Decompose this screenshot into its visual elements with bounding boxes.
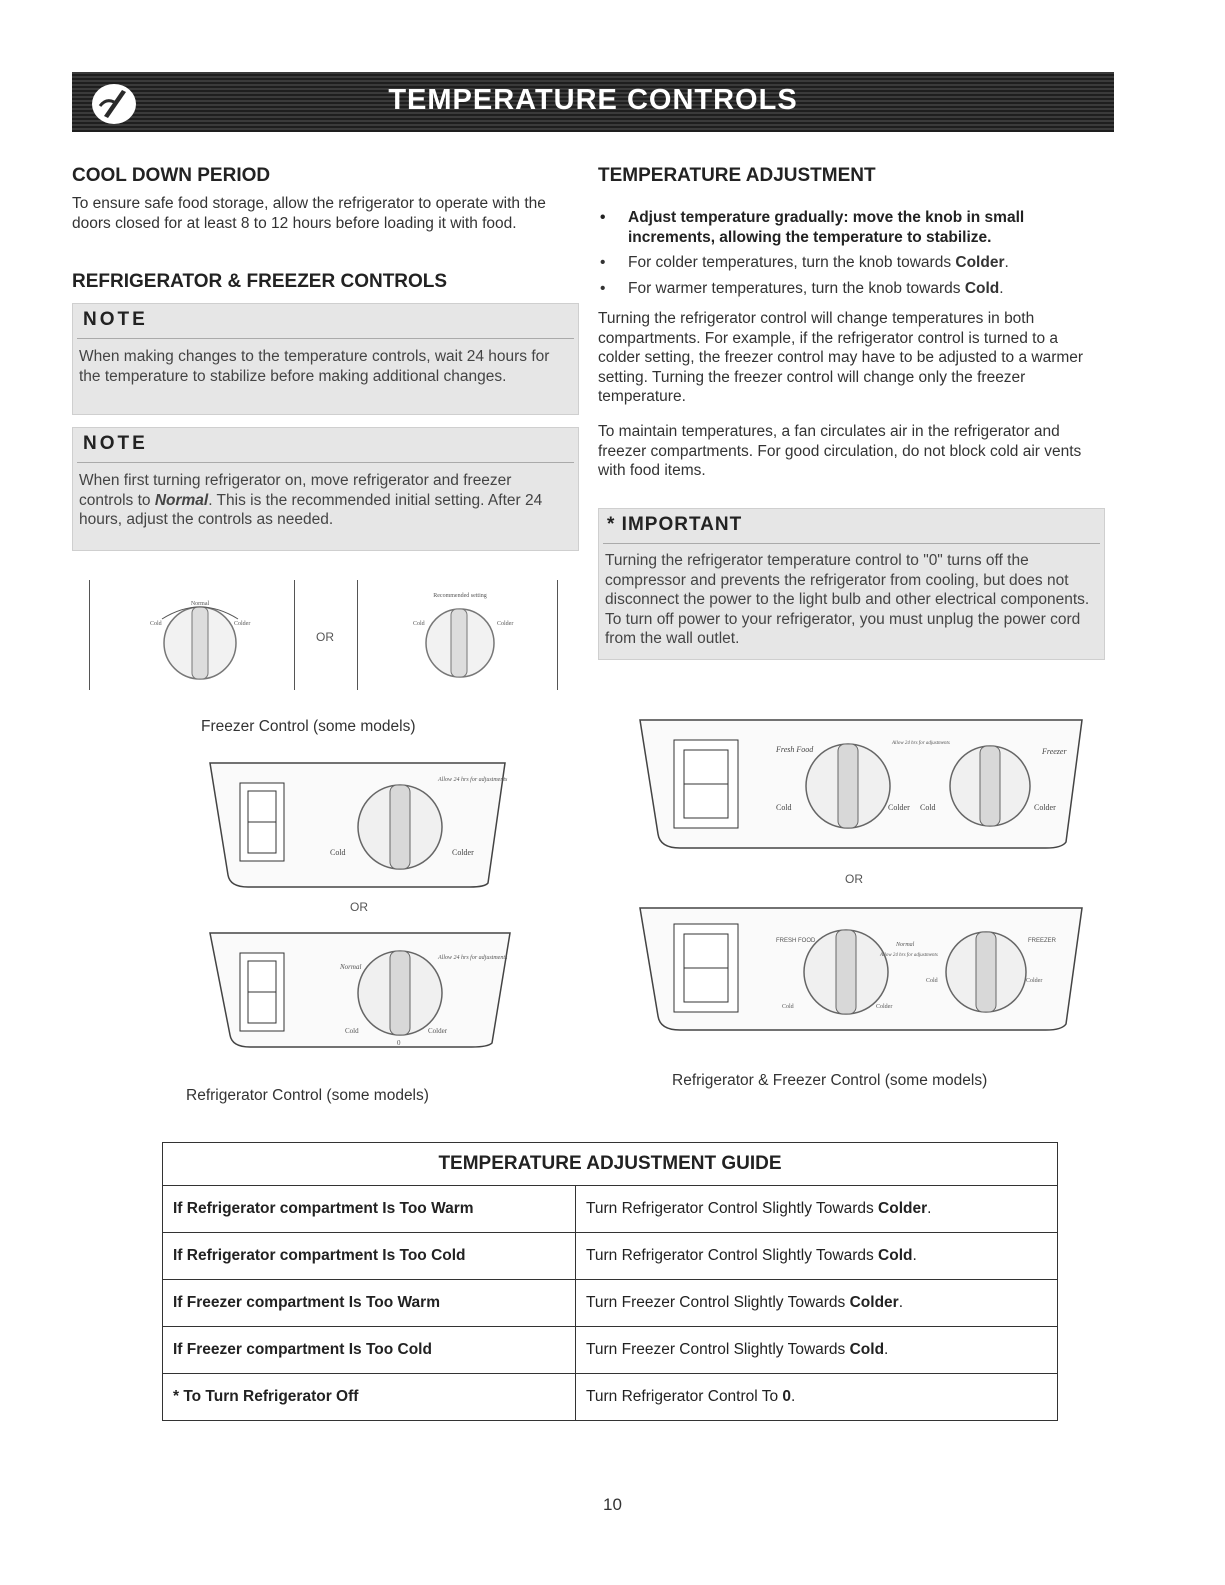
note-label: NOTE xyxy=(83,309,148,330)
panel-label-colder: Colder xyxy=(1026,978,1043,984)
note-box-2 xyxy=(72,427,579,551)
panel-label-allow: Allow 24 hrs for adjustments xyxy=(438,777,508,783)
page-title: TEMPERATURE CONTROLS xyxy=(388,84,798,116)
adjustment-paragraph-1: Turning the refrigerator control will change temperatures in both compartments. For example, if the refrigerator control is turned to a colder setting, the freezer control may have to be adjusted to a warmer setting. Turning the freezer control will change only the freezer temperature. xyxy=(598,310,1084,405)
note-text: When first turning refrigerator on, move refrigerator and freezer controls to Normal. This is the recommended initial setting. After 24 hours, adjust the controls as needed. xyxy=(79,472,543,528)
note-divider xyxy=(77,338,574,339)
dial-label-normal: Normal xyxy=(190,601,210,607)
table-row xyxy=(163,1374,1058,1421)
divider-line xyxy=(294,580,295,690)
header-banner xyxy=(72,72,1114,132)
panel-label-cold: Cold xyxy=(920,803,936,812)
refrigerator-freezer-control-panel-b xyxy=(630,900,1090,1040)
panel-label-cold: Cold xyxy=(926,978,938,984)
note-divider xyxy=(77,462,574,463)
panel-label-freezer: Freezer xyxy=(1042,747,1067,756)
table-cell-action: Turn Refrigerator Control Slightly Towards Cold. xyxy=(576,1233,1058,1280)
temperature-adjustment-heading: TEMPERATURE ADJUSTMENT xyxy=(598,165,876,186)
freezer-dial-b xyxy=(385,585,545,685)
dial-label-cold: Cold xyxy=(413,621,425,627)
table-cell-condition: If Refrigerator compartment Is Too Warm xyxy=(163,1186,576,1233)
table-cell-condition: * To Turn Refrigerator Off xyxy=(163,1374,576,1421)
table-row xyxy=(163,1327,1058,1374)
important-divider xyxy=(603,543,1100,544)
panel-label-allow: Allow 24 hrs for adjustments xyxy=(892,741,950,746)
panel-label-freezer: FREEZER xyxy=(1028,938,1057,944)
panel-label-cold: Cold xyxy=(345,1027,359,1035)
panel-label-fresh-food: Fresh Food xyxy=(776,745,814,754)
panel-label-allow: Allow 24 hrs for adjustments xyxy=(438,955,508,961)
or-separator: OR xyxy=(350,900,368,914)
freezer-dial-a xyxy=(120,585,280,685)
panel-label-cold: Cold xyxy=(776,803,792,812)
panel-label-cold: Cold xyxy=(782,1004,794,1010)
table-cell-action: Turn Refrigerator Control To 0. xyxy=(576,1374,1058,1421)
panel-label-cold: Cold xyxy=(330,848,346,857)
bullet-item: • For warmer temperatures, turn the knob towards Cold. xyxy=(598,279,1098,299)
important-box xyxy=(598,508,1105,660)
or-separator: OR xyxy=(316,630,334,644)
table-cell-condition: If Freezer compartment Is Too Cold xyxy=(163,1327,576,1374)
freezer-control-panel xyxy=(200,755,515,895)
note-box-1 xyxy=(72,303,579,415)
divider-line xyxy=(357,580,358,690)
table-cell-condition: If Refrigerator compartment Is Too Cold xyxy=(163,1233,576,1280)
controls-heading: REFRIGERATOR & FREEZER CONTROLS xyxy=(72,271,448,292)
panel-label-colder: Colder xyxy=(428,1027,448,1035)
divider-line xyxy=(557,580,558,690)
cool-down-heading: COOL DOWN PERIOD xyxy=(72,165,271,186)
refrigerator-control-caption: Refrigerator Control (some models) xyxy=(186,1087,429,1104)
table-row xyxy=(163,1186,1058,1233)
panel-label-colder: Colder xyxy=(452,848,474,857)
dial-label-colder: Colder xyxy=(234,621,251,627)
panel-label-zero: 0 xyxy=(397,1039,401,1047)
dial-label-cold: Cold xyxy=(150,621,162,627)
adjustment-bullets xyxy=(598,208,1098,304)
refrigerator-control-panel xyxy=(200,925,520,1055)
table-row xyxy=(163,1280,1058,1327)
table-cell-condition: If Freezer compartment Is Too Warm xyxy=(163,1280,576,1327)
bullet-item: • For colder temperatures, turn the knob towards Colder. xyxy=(598,253,1098,273)
or-separator: OR xyxy=(845,872,863,886)
dial-label-colder: Colder xyxy=(497,621,514,627)
panel-label-normal: Normal xyxy=(896,942,915,948)
panel-label-fresh-food: FRESH FOOD xyxy=(776,938,816,944)
note-label: NOTE xyxy=(83,433,148,454)
page-number: 10 xyxy=(603,1495,622,1514)
panel-label-normal: Normal xyxy=(340,963,362,971)
cool-down-text: To ensure safe food storage, allow the refrigerator to operate with the doors closed for at least 8 to 12 hours before loading it with food. xyxy=(72,195,546,232)
table-row xyxy=(163,1233,1058,1280)
freezer-control-caption: Freezer Control (some models) xyxy=(201,718,416,735)
table-cell-action: Turn Freezer Control Slightly Towards Cold. xyxy=(576,1327,1058,1374)
table-cell-action: Turn Freezer Control Slightly Towards Colder. xyxy=(576,1280,1058,1327)
panel-label-colder: Colder xyxy=(876,1004,893,1010)
refrigerator-freezer-control-panel-a xyxy=(630,712,1090,862)
panel-label-colder: Colder xyxy=(1034,803,1056,812)
adjustment-paragraph-2: To maintain temperatures, a fan circulates air in the refrigerator and freezer compartments. For good circulation, do not block cold air vents with food items. xyxy=(598,423,1082,479)
important-label: * IMPORTANT xyxy=(607,514,743,535)
panel-label-colder: Colder xyxy=(888,803,910,812)
divider-line xyxy=(89,580,90,690)
table-header-row xyxy=(163,1143,1058,1186)
temperature-adjustment-guide-table xyxy=(162,1142,1058,1421)
important-text: Turning the refrigerator temperature control to "0" turns off the compressor and prevents the refrigerator from cooling, but does not disconnect the power to the light bulb and other electrical components. To turn off power to your refrigerator, you must unplug the power cord from the wall outlet. xyxy=(605,552,1090,647)
bullet-item: • Adjust temperature gradually: move the knob in small increments, allowing the temperature to stabilize. xyxy=(598,208,1098,247)
note-text: When making changes to the temperature controls, wait 24 hours for the temperature to stabilize before making additional changes. xyxy=(79,348,550,385)
panel-label-allow: Allow 24 hrs for adjustments xyxy=(880,953,938,958)
table-cell-action: Turn Refrigerator Control Slightly Towards Colder. xyxy=(576,1186,1058,1233)
table-title: TEMPERATURE ADJUSTMENT GUIDE xyxy=(163,1143,1058,1186)
refrigerator-freezer-caption: Refrigerator & Freezer Control (some models) xyxy=(672,1072,988,1089)
dial-label-recommended: Recommended setting xyxy=(433,593,487,599)
